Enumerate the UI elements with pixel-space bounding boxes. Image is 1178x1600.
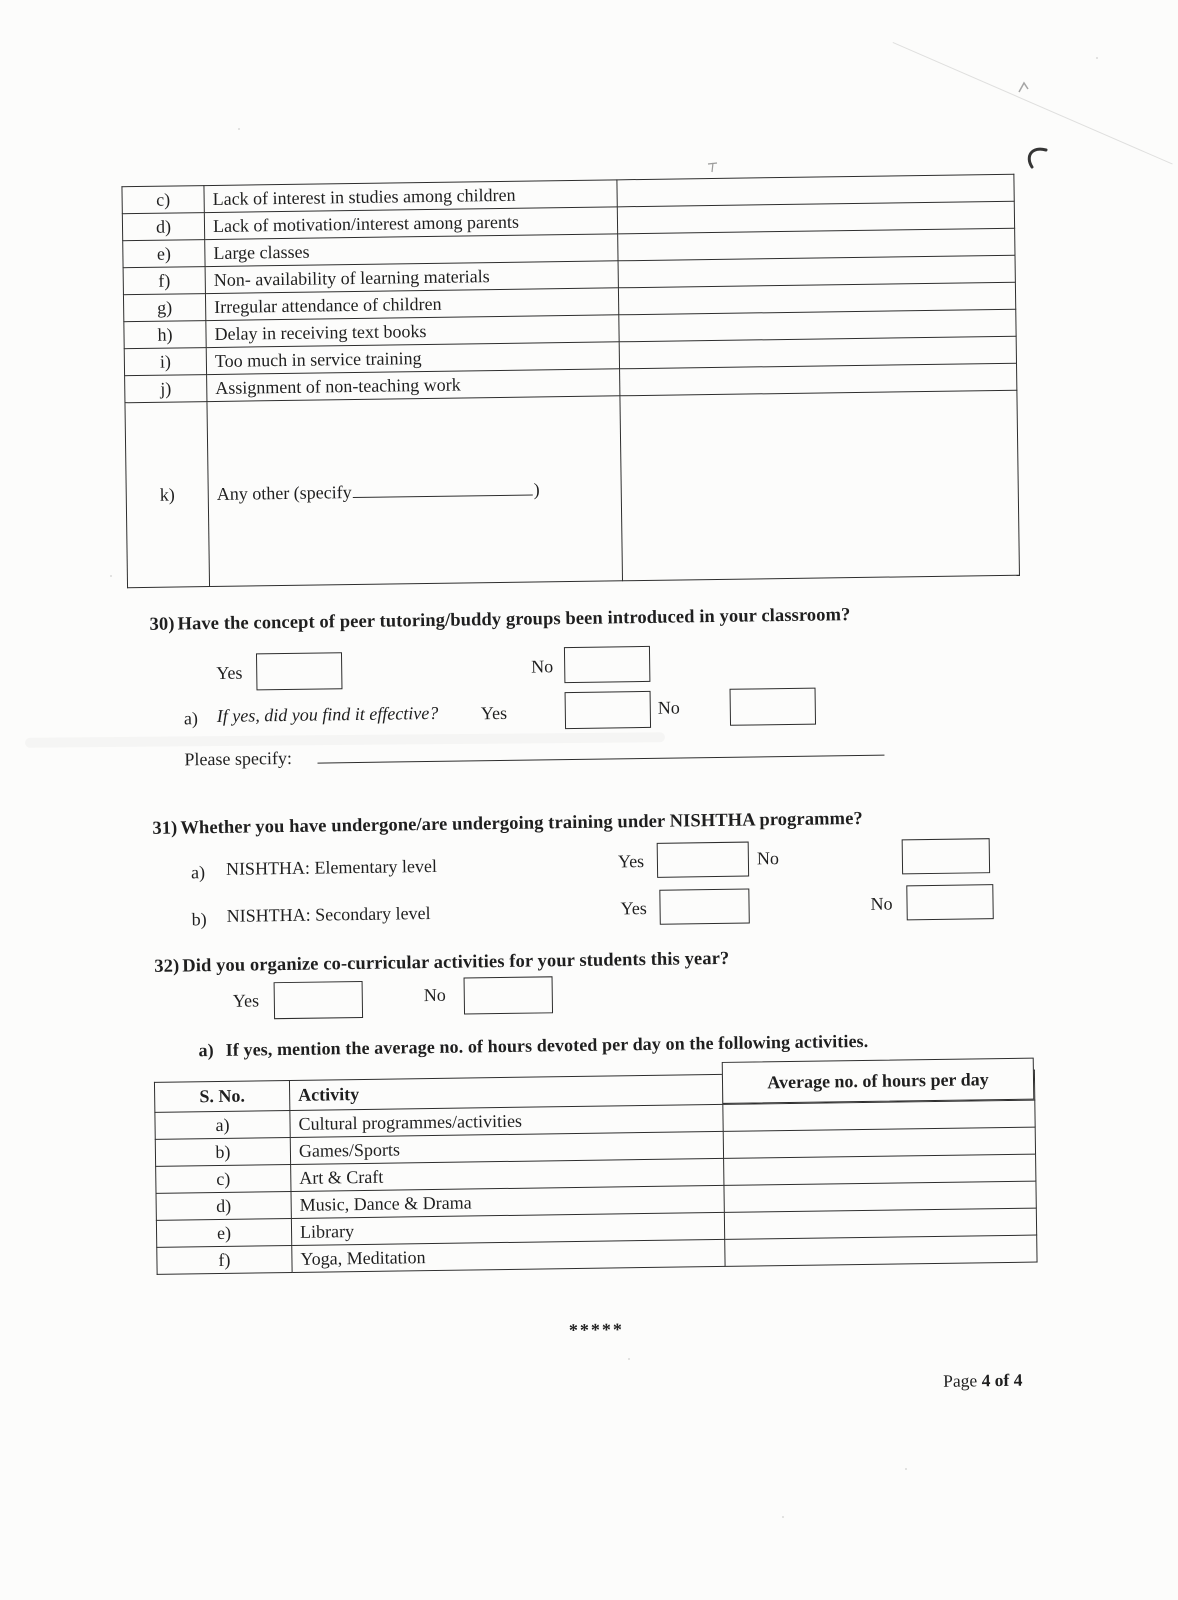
row-text: Lack of motivation/interest among parents [204,207,617,240]
q30a-no-checkbox[interactable] [730,688,817,726]
q31b-yes-checkbox[interactable] [659,889,749,925]
q30-yes-label: Yes [216,662,243,683]
header-sno: S. No. [154,1080,289,1112]
activity-name: Games/Sports [290,1131,723,1164]
row-letter: j) [125,375,207,403]
row-letter: f) [157,1245,292,1274]
q31b-yes-label: Yes [620,897,647,919]
question-number: 30) [149,614,175,635]
sub-question-text: If yes, mention the average no. of hours devoted per day on the following activities. [225,1030,869,1060]
row-text: Too much in service training [206,342,619,375]
row-letter: h) [124,321,206,349]
q32-yes-label: Yes [232,990,260,1011]
q30-specify-label: Please specify: [184,747,293,770]
q30-no-checkbox[interactable] [564,646,650,683]
hours-column-header [722,1058,1035,1104]
row-letter: i) [124,348,206,376]
row-letter: c) [122,186,204,214]
q31a-yes-label: Yes [617,851,645,872]
q32-yes-checkbox[interactable] [274,981,364,1019]
problems-table [121,174,1020,588]
row-text: Large classes [205,234,618,267]
q31b-no-checkbox[interactable] [906,884,993,920]
row-text: Irregular attendance of children [205,288,618,321]
question-text: Have the concept of peer tutoring/buddy groups been introduced in your classroom? [177,605,851,635]
row-letter: b) [155,1137,290,1166]
q31b-text: NISHTHA: Secondary level [226,903,431,926]
other-specify-blank-line[interactable] [353,481,533,498]
header-activity: Activity [289,1074,722,1110]
question-number: 31) [152,818,178,839]
hours-cell[interactable] [725,1235,1037,1266]
q30-no-label: No [531,656,554,677]
other-specify-cell [207,396,623,587]
q31b-label: b) [191,909,207,930]
q31a-text: NISHTHA: Elementary level [225,855,438,879]
row-letter: g) [123,294,205,322]
row-letter: e) [123,240,205,268]
question-text: Whether you have undergone/are undergoing training under NISHTHA programme? [180,808,863,839]
question-32a-title [198,1031,868,1061]
scan-speck [1096,57,1098,59]
header-hours: Average no. of hours per day [767,1068,989,1092]
q32-no-label: No [423,984,446,1006]
activity-name: Library [291,1212,724,1245]
scan-speck [110,575,112,577]
end-of-document-marker: ***** [568,1319,625,1341]
row-letter: e) [156,1218,291,1247]
page-number [943,1370,1023,1392]
row-letter: c) [156,1164,291,1193]
q31a-label: a) [190,862,206,883]
scan-speck [782,1516,784,1518]
scan-speck [238,128,240,130]
question-text: Did you organize co-curricular activities for your students this year? [182,948,730,977]
q30-specify-line[interactable] [317,740,884,764]
row-letter: d) [156,1191,291,1220]
q30a-no-label: No [657,697,680,718]
activity-name: Art & Craft [291,1158,724,1191]
other-specify-close: ) [533,478,540,500]
q31a-yes-checkbox[interactable] [657,842,749,878]
scan-speck [628,1358,630,1360]
q30-yes-checkbox[interactable] [256,652,343,690]
row-letter: f) [123,267,205,295]
question-31-title [152,809,863,840]
other-specify-text: Any other (specify [216,481,352,504]
q31b-no-label: No [870,893,893,914]
q32-no-checkbox[interactable] [464,976,554,1014]
row-text: Non- availability of learning materials [205,261,618,294]
problem-response-cell[interactable] [620,390,1020,581]
q30a-label: a) [183,708,199,729]
scan-speck [905,1468,907,1470]
q31a-no-checkbox[interactable] [902,838,990,874]
q31a-no-label: No [756,848,780,869]
page-value: 4 of 4 [981,1369,1023,1391]
question-30-title [149,605,850,636]
row-text: Lack of interest in studies among children [204,180,617,213]
table-row-other [125,390,1019,587]
q30a-text: If yes, did you find it effective? [216,702,439,726]
sub-question-label: a) [198,1040,214,1061]
question-number: 32) [154,956,180,977]
activity-name: Music, Dance & Drama [291,1185,724,1218]
q30a-yes-checkbox[interactable] [565,691,652,729]
row-letter: a) [155,1110,290,1139]
activity-name: Yoga, Meditation [292,1239,725,1272]
q30a-yes-label: Yes [480,702,508,724]
row-letter: k) [125,402,210,588]
row-text: Delay in receiving text books [206,315,619,348]
page-word: Page [943,1370,978,1391]
question-32-title [154,949,729,978]
activity-name: Cultural programmes/activities [290,1104,723,1137]
row-letter: d) [122,213,204,241]
hours-cell[interactable] [723,1100,1035,1131]
row-text: Assignment of non-teaching work [207,369,620,402]
